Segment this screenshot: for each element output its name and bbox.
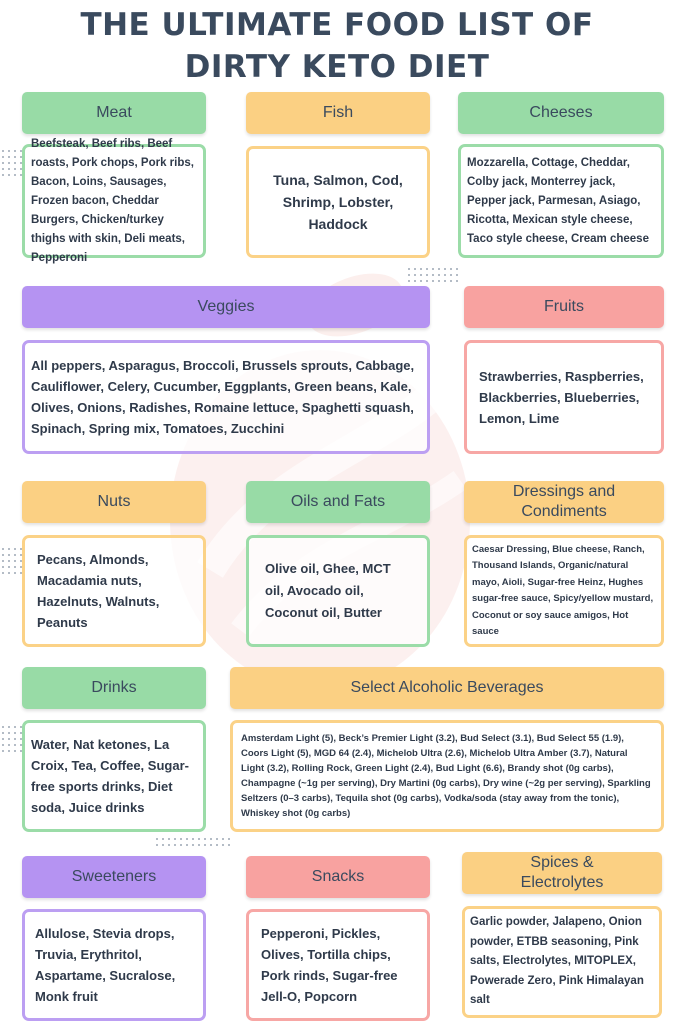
fruits-items: Strawberries, Raspberries, Blackberries, Blueberries, Lemon, Lime	[479, 368, 644, 426]
dressings-list	[464, 535, 664, 647]
snacks-header	[246, 856, 430, 898]
nuts-items: Pecans, Almonds, Macadamia nuts, Hazelnuts, Walnuts, Peanuts	[37, 552, 160, 630]
veggies-list	[22, 340, 430, 454]
nuts-list	[22, 535, 206, 647]
drinks-items: Water, Nat ketones, La Croix, Tea, Coffee, Sugar-free sports drinks, Diet soda, Juice drinks	[31, 737, 189, 815]
oils-list	[246, 535, 430, 647]
meat-header-label: Meat	[96, 104, 132, 121]
sweeteners-items: Allulose, Stevia drops, Truvia, Erythritol, Aspartame, Sucralose, Monk fruit	[35, 926, 176, 1004]
meat-list	[22, 137, 206, 264]
spices-header	[462, 852, 662, 894]
fish-header-label: Fish	[322, 104, 354, 121]
drinks-list	[22, 720, 206, 832]
fish-list	[246, 146, 430, 258]
sweeteners-list	[22, 909, 206, 1021]
alcohol-header	[230, 667, 664, 709]
oils-items: Olive oil, Ghee, MCT oil, Avocado oil, Coconut oil, Butter	[265, 561, 391, 620]
dot-pattern-left-drinks	[2, 726, 22, 756]
nuts-header	[22, 481, 206, 523]
fish-header	[246, 92, 430, 134]
dot-pattern-bottom	[156, 838, 236, 852]
spices-list	[462, 906, 662, 1018]
dressings-header	[464, 481, 664, 523]
drinks-header-label: Drinks	[91, 679, 137, 696]
page-title	[0, 4, 674, 88]
dot-pattern-mid-right	[408, 268, 458, 288]
veggies-header	[22, 286, 430, 328]
title-line-2: DIRTY KETO DIET	[184, 49, 490, 85]
dressings-items: Caesar Dressing, Blue cheese, Ranch, Thousand Islands, Organic/natural mayo, Aioli, Sugar-free Heinz, Hughes sugar-free sauce, Spicy/yellow mustard, Coconut or soy sauce amigos, Hot sauce	[472, 543, 654, 637]
spices-items: Garlic powder, Jalapeno, Onion powder, ETBB seasoning, Pink salts, Electrolytes, MITOPLEX, Powerade Zero, Pink Himalayan salt	[470, 916, 644, 1007]
snacks-items: Pepperoni, Pickles, Olives, Tortilla chips, Pork rinds, Sugar-free Jell-O, Popcorn	[261, 926, 398, 1004]
cheeses-items: Mozzarella, Cottage, Cheddar, Colby jack, Monterrey jack, Pepper jack, Parmesan, Asiago, Ricotta, Mexican style cheese, Taco style cheese, Cream cheese	[467, 156, 649, 245]
meat-items: Beefsteak, Beef ribs, Beef roasts, Pork chops, Pork ribs, Bacon, Loins, Sausages, Frozen bacon, Cheddar Burgers, Chicken/turkey thighs with skin, Deli meats, Pepperoni	[31, 137, 194, 264]
sweeteners-header-label: Sweeteners	[71, 868, 157, 885]
dot-pattern-left-nuts	[2, 548, 22, 578]
alcohol-items: Amsterdam Light (5), Beck’s Premier Light (3.2), Bud Select (3.1), Bud Select 55 (1.9), Coors Light (5), MGD 64 (2.4), Michelob Ultra (2.6), Michelob Ultra Amber (3.7), Natural Light (3.2), Rolling Rock, Green Light (2.4), Bud Light (6.6), Brandy shot (0g carbs), Champagne (~1g per serving), Dry Martini (0g carbs), Dry wine (~2g per serving), Sparkling Seltzers (0–3 carbs), Tequila shot (0g carbs), Vodka/soda (stay away from the tonic), Whiskey shot (0g carbs)	[241, 733, 651, 819]
sweeteners-header	[22, 856, 206, 898]
cheeses-header-label: Cheeses	[529, 104, 593, 121]
fruits-header	[464, 286, 664, 328]
fish-items: Tuna, Salmon, Cod, Shrimp, Lobster, Haddock	[273, 172, 403, 232]
oils-header-label: Oils and Fats	[290, 493, 386, 510]
title-line-1: THE ULTIMATE FOOD LIST OF	[80, 7, 594, 43]
spices-header-label: Spices & Electrolytes	[520, 854, 604, 891]
veggies-items: All peppers, Asparagus, Broccoli, Brussels sprouts, Cabbage, Cauliflower, Celery, Cucumber, Eggplants, Green beans, Kale, Olives, Onions, Radishes, Romaine lettuce, Spaghetti squash, Spinach, Spring mix, Tomatoes, Zucchini	[31, 358, 415, 436]
alcohol-header-label: Select Alcoholic Beverages	[350, 679, 544, 696]
nuts-header-label: Nuts	[97, 493, 131, 510]
meat-header	[22, 92, 206, 134]
fruits-header-label: Fruits	[544, 298, 584, 315]
veggies-header-label: Veggies	[197, 298, 255, 315]
drinks-header	[22, 667, 206, 709]
dressings-header-label: Dressings and Condiments	[512, 483, 616, 520]
cheeses-list	[458, 144, 664, 258]
oils-header	[246, 481, 430, 523]
snacks-header-label: Snacks	[311, 868, 365, 885]
snacks-list	[246, 909, 430, 1021]
cheeses-header	[458, 92, 664, 134]
dot-pattern-top-left	[2, 150, 22, 180]
fruits-list	[464, 340, 664, 454]
alcohol-list	[230, 720, 664, 832]
